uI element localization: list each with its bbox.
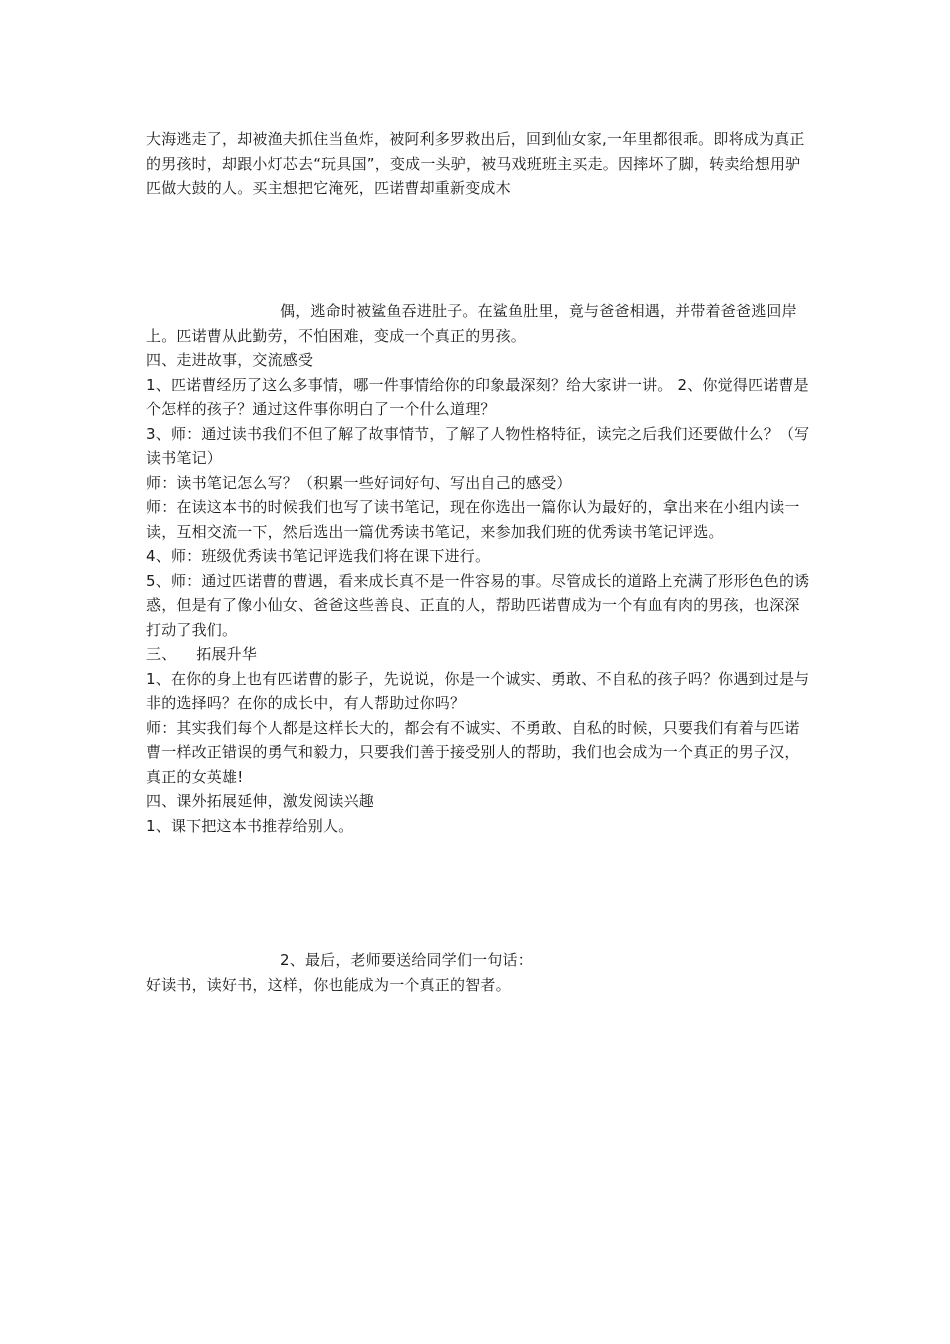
text-block-middle (146, 299, 812, 838)
paragraph: 5、师：通过匹诺曹的曹遇，看来成长真不是一件容易的事。尽管成长的道路上充满了形形色色的诱惑，但是有了像小仙女、爸爸这些善良、正直的人，帮助匹诺曹成为一个有血有肉的男孩，也深深打动了我们。 (146, 571, 810, 639)
paragraph: 大海逃走了，却被渔夫抓住当鱼炸，被阿利多罗救出后，回到仙女家,一年里都很乖。即将成为真正的男孩时，却跟小灯芯去“玩具国”，变成一头驴，被马戏班班主买走。因摔坏了脚，转卖给想用驴匹做大鼓的人。买主想把它淹死，匹诺曹却重新变成木 (146, 130, 805, 197)
section-heading: 四、走进故事，交流感受 (146, 351, 314, 369)
section-heading: 四、课外拓展延伸，激发阅读兴趣 (146, 792, 375, 810)
paragraph: 2、最后，老师要送给同学们一句话： (280, 951, 533, 969)
paragraph: 1、在你的身上也有匹诺曹的影子，先说说，你是一个诚实、勇敢、不自私的孩子吗？你遇到过是与非的选择吗？在你的成长中，有人帮助过你吗？ (146, 669, 810, 712)
closing-line: 好读书，读好书，这样，你也能成为一个真正的智者。 (146, 975, 511, 994)
paragraph: 3、师：通过读书我们不但了解了故事情节，了解了人物性格特征，读完之后我们还要做什么？（写读书笔记） (146, 424, 810, 467)
paragraph: 偶，逃命时被鲨鱼吞进肚子。在鲨鱼肚里，竟与爸爸相遇，并带着爸爸逃回岸上。匹诺曹从此勤劳，不怕困难，变成一个真正的男孩。 (146, 302, 797, 345)
text-block-bottom (146, 948, 812, 997)
paragraph: 师：读书笔记怎么写？（积累一些好词好句、写出自己的感受） (146, 473, 572, 492)
paragraph: 1、课下把这本书推荐给别人。 (146, 816, 354, 835)
paragraph: 师：在读这本书的时候我们也写了读书笔记，现在你选出一篇你认为最好的，拿出来在小组内读一读，互相交流一下，然后选出一篇优秀读书笔记，来参加我们班的优秀读书笔记评选。 (146, 498, 800, 541)
text-block-top (146, 127, 812, 201)
paragraph: 1、匹诺曹经历了这么多事情，哪一件事情给你的印象最深刻？给大家讲一讲。 2、你觉得匹诺曹是个怎样的孩子？通过这件事你明白了一个什么道理？ (146, 375, 809, 418)
section-heading: 三、 拓展升华 (146, 645, 258, 663)
paragraph: 师：其实我们每个人都是这样长大的，都会有不诚实、不勇敢、自私的时候，只要我们有着与匹诺曹一样改正错误的勇气和毅力，只要我们善于接受别人的帮助，我们也会成为一个真正的男子汉，真正的女英雄! (146, 718, 800, 786)
paragraph: 4、师：班级优秀读书笔记评选我们将在课下进行。 (146, 547, 491, 565)
